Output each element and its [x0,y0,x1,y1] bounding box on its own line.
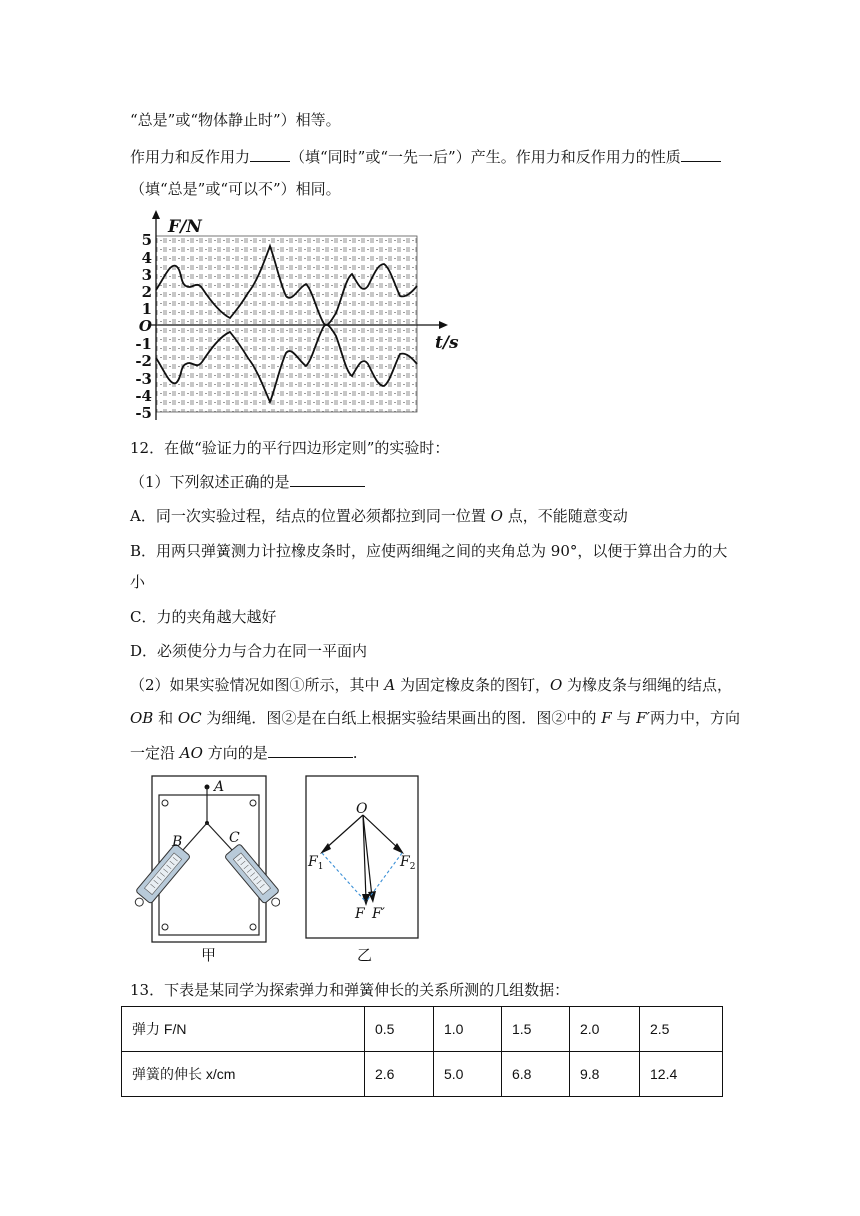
table-cell: 12.4 [640,1052,723,1097]
arrowhead-icon [368,891,376,903]
vector-f1 [324,815,363,850]
spring-scale-b-icon [130,844,191,912]
option-a-o: O [490,507,503,525]
option-a-text: A．同一次实验过程，结点的位置必须都拉到同一位置 [130,507,491,525]
vector-f2 [363,815,400,850]
part2-text: 与 [611,709,637,727]
q12-part2-line3 [130,741,357,764]
part2-text: 方向的是 [202,744,268,762]
table-cell: 5.0 [434,1052,502,1097]
force-time-graph [130,208,460,420]
graph-grid [156,236,417,412]
y-axis-arrow-icon [152,210,160,219]
table-row [122,1007,723,1052]
y-tick-label: -5 [135,404,152,420]
graph-origin-label: O [138,317,152,335]
y-tick-label: -1 [135,335,152,353]
text-line-2-a: 作用力和反作用力 [130,148,251,166]
graph-y-label: F/N [168,217,202,237]
spring-scale-c-icon [224,844,280,912]
q12-part2-blank[interactable] [268,741,353,758]
part2-text: （2）如果实验情况如图①所示，其中 [130,676,385,694]
part2-var: OB [130,709,154,727]
label-f1-main: F [308,854,318,870]
part2-var: AO [179,744,203,762]
caption-yi: 乙 [357,946,373,964]
spring-data-table [121,1006,723,1097]
y-tick-label: 4 [141,249,152,267]
part2-var: O [549,676,563,694]
fill-blank-2[interactable] [681,145,721,162]
label-f1-sub: 1 [317,862,324,872]
label-f-prime: F′ [372,906,385,922]
q12-part1-blank[interactable] [290,470,365,487]
q13-title: 13．下表是某同学为探索弹力和弹簧伸长的关系所测的几组数据： [130,981,570,999]
table-row [122,1052,723,1097]
table-cell: 2.5 [640,1007,723,1052]
y-tick-label: 2 [141,283,152,301]
text-line-2-b: （填“同时”或“一先一后”）产生。作用力和反作用力的性质 [290,148,681,166]
label-f2-sub: 2 [409,862,416,872]
pin-icon [162,924,168,930]
part2-var: OC [177,709,202,727]
label-f: F [355,906,365,922]
table-cell: 2.6 [365,1052,434,1097]
parallelogram-side [322,853,366,902]
part2-var: A [384,676,396,694]
label-f2-main: F [400,854,410,870]
part2-text: 一定沿 [130,744,180,762]
table-cell: 1.5 [502,1007,570,1052]
part2-text: 为橡皮条与细绳的结点， [562,676,733,694]
y-tick-label: 5 [141,231,152,249]
q12-option-b-line2: 小 [130,573,146,591]
q12-title: 12．在做“验证力的平行四边形定则”的实验时： [130,439,450,457]
part2-text: 为固定橡皮条的图钉， [395,676,550,694]
x-axis-arrow-icon [439,321,448,329]
fill-blank-1[interactable] [250,145,290,162]
y-tick-label: -2 [135,352,152,370]
row-header: 弹力 F/N [122,1007,365,1052]
caption-jia: 甲 [201,946,217,964]
q12-option-b-line1: B．用两只弹簧测力计拉橡皮条时，应使两细绳之间的夹角总为 90°，以便于算出合力的大 [130,542,728,560]
label-b: B [172,834,183,850]
text-line-3: （填“总是”或“可以不”）相同。 [130,180,341,198]
part2-text: 为细绳．图②是在白纸上根据实验结果画出的图．图②中的 [201,709,602,727]
q12-option-a [130,505,628,527]
pin-icon [250,924,256,930]
y-tick-label: 1 [141,300,152,318]
parallelogram-side [366,853,402,902]
table-cell: 6.8 [502,1052,570,1097]
text-line-1: “总是”或“物体静止时”）相等。 [130,111,341,129]
y-tick-label: -3 [135,370,152,388]
part2-text: 两力中，方向 [650,709,741,727]
label-c: C [229,830,240,846]
label-a: A [214,779,225,795]
part2-var: F [601,709,612,727]
part2-var: F′ [636,709,650,727]
option-a-text-end: 点，不能随意变动 [502,507,628,525]
table-cell: 0.5 [365,1007,434,1052]
label-f1 [307,854,323,872]
q12-option-c: C．力的夹角越大越好 [130,608,277,626]
string-ob [183,823,207,850]
label-f2 [399,854,415,872]
table-cell: 2.0 [570,1007,640,1052]
q12-option-d: D．必须使分力与合力在同一平面内 [130,642,368,660]
y-tick-label: -4 [135,387,152,405]
row-header: 弹簧的伸长 x/cm [122,1052,365,1097]
pin-icon [250,800,256,806]
pin-icon [162,800,168,806]
label-o: O [356,801,368,817]
part2-text: . [352,744,358,762]
y-tick-label: 3 [141,266,152,284]
text-line-2 [130,145,721,168]
figure-yi [300,770,425,942]
arrowhead-icon [362,894,370,906]
table-cell: 1.0 [434,1007,502,1052]
q12-part1-text: （1）下列叙述正确的是 [130,473,290,491]
part2-text: 和 [153,709,178,727]
q12-part1 [130,470,365,493]
q12-part2-line1 [130,674,732,696]
graph-x-label: t/s [435,333,459,353]
q12-part2-line2 [130,707,740,729]
table-cell: 9.8 [570,1052,640,1097]
